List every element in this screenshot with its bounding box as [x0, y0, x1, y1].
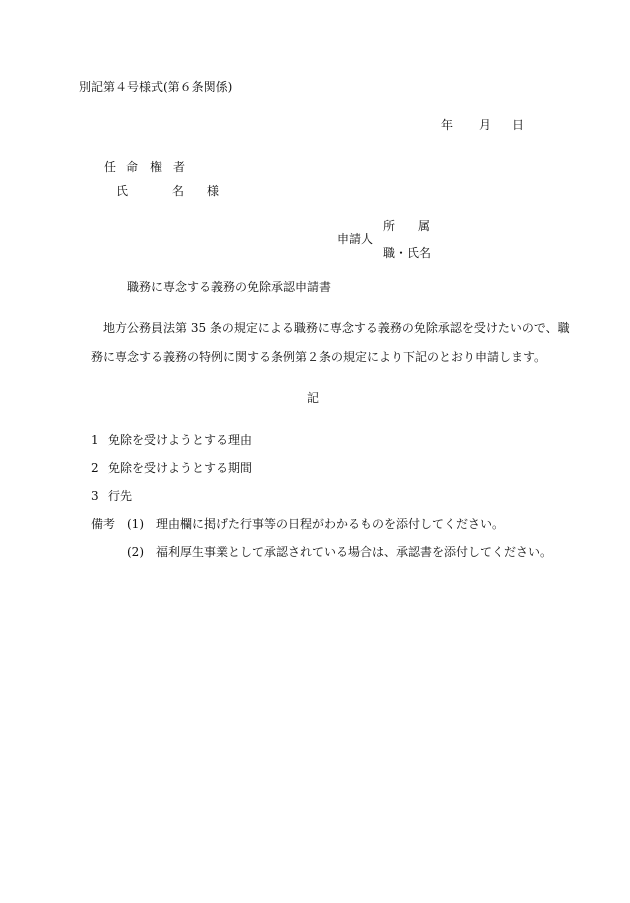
addressee-role-char-3: 権: [150, 160, 163, 174]
item-2-text: 免除を受けようとする期間: [108, 461, 253, 475]
note-2-text: 福利厚生事業として承認されている場合は、承認書を添付してください。: [156, 545, 553, 559]
item-2-number: 2: [91, 461, 99, 475]
item-3-number: 3: [91, 489, 99, 503]
applicant-affiliation-char-1: 所: [383, 219, 396, 233]
item-1-text: 免除を受けようとする理由: [108, 433, 253, 447]
applicant-position-name: 職・氏名: [383, 246, 432, 260]
date-day-label: 日: [512, 118, 525, 132]
addressee-name-char-1: 氏: [116, 184, 129, 198]
addressee-role-char-2: 命: [126, 160, 139, 174]
note-2-number: (2): [127, 545, 144, 559]
body-line-1: 地方公務員法第 35 条の規定による職務に専念する義務の免除承認を受けたいので、職: [103, 321, 570, 335]
form-header: 別記第４号様式(第６条関係): [79, 80, 233, 94]
item-1-number: 1: [91, 433, 99, 447]
document-title: 職務に専念する義務の免除承認申請書: [127, 280, 332, 294]
applicant-affiliation-char-2: 属: [418, 219, 431, 233]
body-line-2: 務に専念する義務の特例に関する条例第２条の規定により下記のとおり申請します。: [91, 350, 547, 364]
ki-heading: 記: [307, 391, 320, 405]
date-month-label: 月: [479, 118, 492, 132]
addressee-honorific: 様: [207, 184, 220, 198]
addressee-name-char-2: 名: [172, 184, 185, 198]
note-1-text: 理由欄に掲げた行事等の日程がわかるものを添付してください。: [156, 517, 505, 531]
applicant-label: 申請人: [337, 232, 374, 246]
addressee-role-char-4: 者: [173, 160, 186, 174]
notes-label: 備考: [91, 517, 116, 531]
item-3-text: 行先: [108, 489, 133, 503]
addressee-role-char-1: 任: [104, 160, 117, 174]
date-year-label: 年: [441, 118, 454, 132]
note-1-number: (1): [127, 517, 144, 531]
